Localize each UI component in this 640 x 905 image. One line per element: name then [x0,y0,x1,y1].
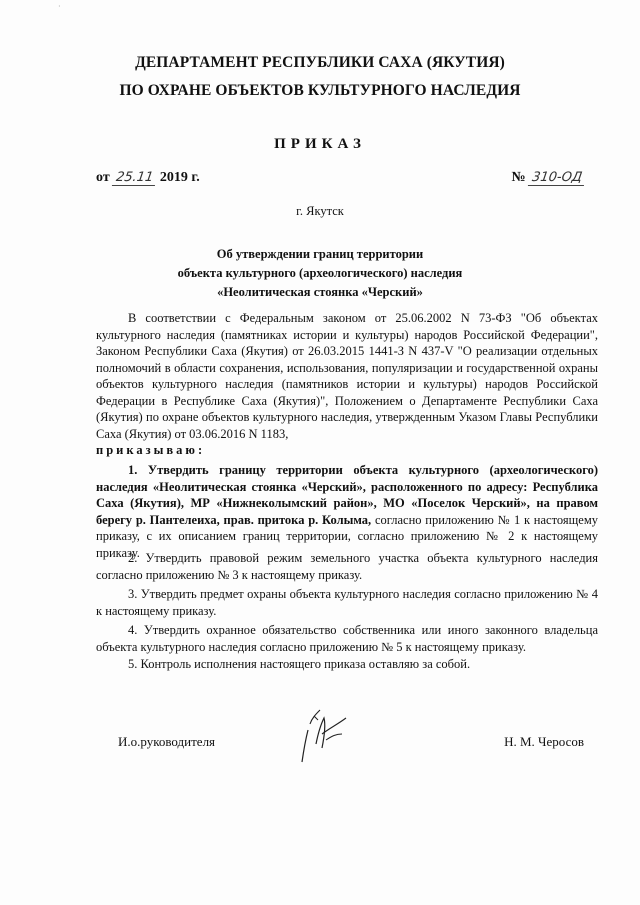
handwritten-signature [294,704,354,766]
number-handwritten: 310-ОД [528,170,586,186]
signer-role: И.о.руководителя [118,734,216,749]
item-1-bold: 1. Утвердить границу территории объекта культурного (археологического) наследия «Неолитическая стоянка «Черский», расположенного по адресу: Республика Саха (Якутия), МР «Нижнеколымский район», МО «Поселок Черский», на правом берегу р. Пантелеиха, прав. притока р. Колыма, [96,463,598,527]
intro-text: В соответствии с Федеральным законом от 25.06.2002 N 73-ФЗ "Об объектах культурного наследия (памятниках истории и культуры) народов Российской Федерации", Законом Республики Саха (Якутия) от 26.03.2015 1441-З N 437-V "О реализации отдельных полномочий в области сохранения, использования, популяризации и государственной охраны объектов культурного наследия (памятников истории и культуры) народов Российской Федерации в Республике Саха (Якутия)", Положением о Департаменте Республики Саха (Якутия) по охране объектов культурного наследия, утвержденным Указом Главы Республики Саха (Якутия) от 03.06.2016 N 1183, [96,311,598,441]
order-item-4: 4. Утвердить охранное обязательство собственника или иного законного владельца объекта культурного наследия согласно приложению № 5 к настоящему приказу. [96,623,598,654]
subject-line-1: Об утверждении границ территории [216,247,424,261]
city: г. Якутск [296,204,344,218]
intro-paragraph [96,310,598,459]
item-1-rest: согласно приложению № 1 к настоящему приказу, с их описанием границ территории, согласно приложению № 2 к настоящему приказу. [96,512,598,560]
command-word: приказываю: [96,443,206,457]
date-prefix: от [96,170,110,185]
order-item-2: 2. Утвердить правовой режим земельного участка объекта культурного наследия согласно приложению № 3 к настоящему приказу. [96,551,598,582]
order-item-5: 5. Контроль исполнения настоящего приказа оставляю за собой. [128,657,471,671]
order-subject [0,245,640,302]
order-title: ПРИКАЗ [274,136,366,152]
scan-mark: · [58,2,61,11]
order-item-3: 3. Утвердить предмет охраны объекта культурного наследия согласно приложению № 4 к настоящему приказу. [96,587,598,618]
org-title-line-2: ПО ОХРАНЕ ОБЪЕКТОВ КУЛЬТУРНОГО НАСЛЕДИЯ [119,82,521,99]
date-suffix: 2019 г. [159,170,200,185]
order-item-1 [96,462,598,561]
subject-line-3: «Неолитическая стоянка «Черский» [217,285,423,299]
order-date [96,170,200,186]
date-handwritten: 25.11 [112,170,157,186]
signer-name: Н. М. Черосов [504,734,584,749]
subject-line-2: объекта культурного (археологического) наследия [177,266,463,280]
number-prefix: № [511,170,526,185]
order-number [512,170,585,186]
org-title-line-1: ДЕПАРТАМЕНТ РЕСПУБЛИКИ САХА (ЯКУТИЯ) [135,54,505,71]
